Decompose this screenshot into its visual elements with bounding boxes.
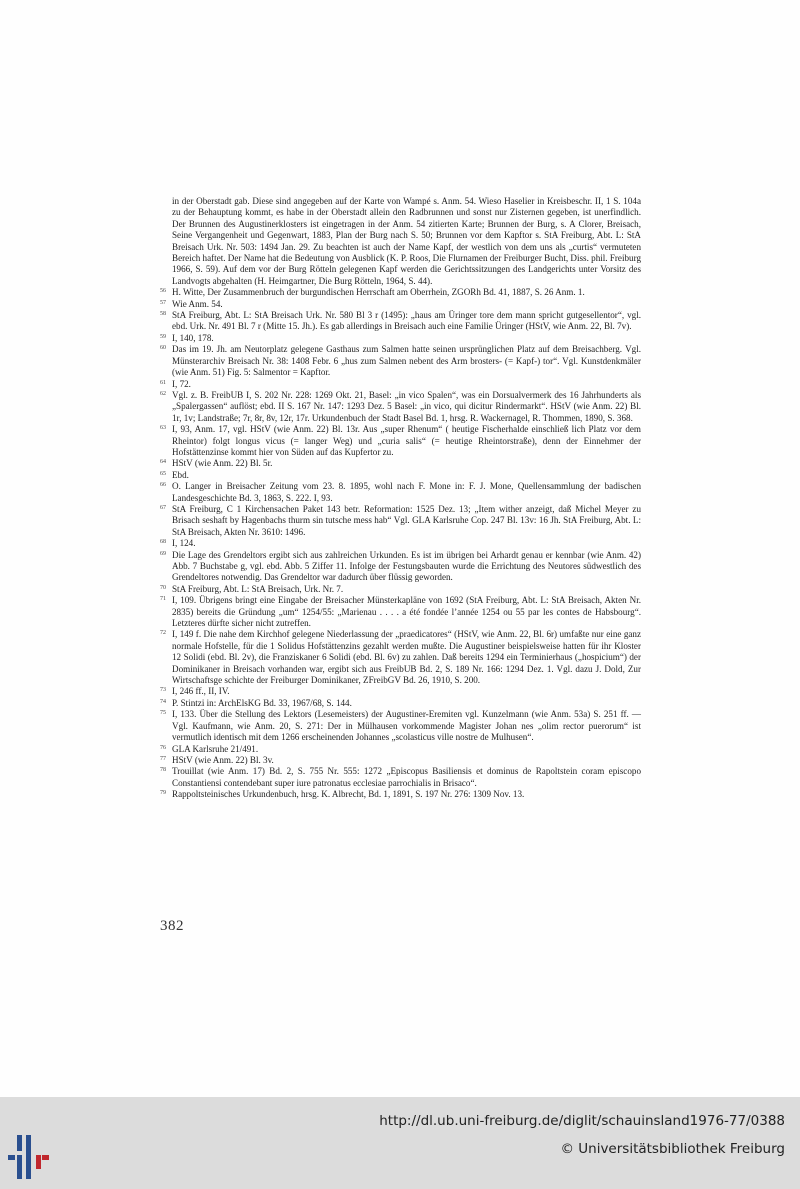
footnote [160, 298, 641, 310]
footnote [160, 481, 641, 504]
footnote-text: Trouillat (wie Anm. 17) Bd. 2, S. 755 Nr. 555: 1272 „Episcopus Basiliensis et dominus de Rapoltstein coram episcopo Constantiensi contendebant super iure patronatus ecclesiae parrochialis in Brisaco“. [172, 766, 641, 788]
footnote-text: I, 246 ff., II, IV. [172, 686, 230, 697]
footnote-number: 72 [160, 630, 166, 637]
footnote [160, 424, 641, 458]
footnote-number: 74 [160, 698, 166, 705]
footnote-text: I, 140, 178. [172, 332, 214, 343]
footnote-text: I, 124. [172, 538, 196, 549]
footnote [160, 743, 641, 755]
footnote-text: I, 72. [172, 378, 191, 389]
footnotes-block [160, 196, 641, 801]
footnote-number: 68 [160, 539, 166, 546]
footnote [160, 538, 641, 549]
footnote-number: 73 [160, 687, 166, 694]
footnote-text: O. Langer in Breisacher Zeitung vom 23. 8. 1895, wohl nach F. Mone in: F. J. Mone, Quellensammlung der badischen Landesgeschichte Bd. 3, 1863, S. 222. I, 93. [172, 481, 641, 503]
footnote-number: 58 [160, 311, 166, 318]
footnote-text: Ebd. [172, 469, 189, 480]
footnote-text: Die Lage des Grendeltors ergibt sich aus zahlreichen Urkunden. Es ist im übrigen bei Arhardt genau er kennbar (wie Anm. 42) Abb. 7 Buchstabe g, vgl. ebd. Abb. 5 Ziffer 11. Infolge der Festungsbauten wurde die Errichtung des Neutores südwestlich des Grendeltores notwendig. Das Grendeltor war dadurch über flüssig geworden. [172, 549, 641, 583]
footnote-number: 69 [160, 550, 166, 557]
footnote-text: StA Freiburg, Abt. L: StA Breisach Urk. Nr. 580 Bl 3 r (1495): „haus am Üringer tore dem mann spricht gutgesellentor“, vgl. ebd. Urk. Nr. 491 Bl. 7 r (Mitte 15. Jh.). Es gab allerdings in Breisach auch eine Familie Üringer (HStV, wie Anm. 22, Bl. 7v). [172, 310, 641, 332]
footnote-number: 56 [160, 288, 166, 295]
footnote [160, 287, 641, 298]
footnote [160, 697, 641, 709]
footnote [160, 754, 641, 766]
footnote-number: 65 [160, 470, 166, 477]
footnote-text: HStV (wie Anm. 22) Bl. 3v. [172, 754, 274, 765]
footnote-text: Vgl. z. B. FreibUB I, S. 202 Nr. 228: 1269 Okt. 21, Basel: „in vico Spalen“, was ein Dorsualvermerk des 16 Jahrhunderts als „Spalergassen“ auflöst; ebd. II S. 167 Nr. 147: 1293 Dez. 5 Basel: „in vico, qui dicitur Rindermarkt“. HStV (wie Anm. 22) Bl. 1r, 1v; Landstraße; 7r, 8r, 8v, 12r, 17r. Urkundenbuch der Stadt Basel Bd. 1, hrsg. R. Wackernagel, R. Thommen, 1890, S. 368. [172, 389, 641, 423]
footnote-text: GLA Karlsruhe 21/491. [172, 743, 259, 754]
footnote-number: 57 [160, 299, 166, 306]
footnote-number: 64 [160, 459, 166, 466]
footnote [160, 686, 641, 697]
footnote [160, 378, 641, 390]
footnote-text: I, 149 f. Die nahe dem Kirchhof gelegene Niederlassung der „praedicatores“ (HStV, wie Anm. 22, Bl. 6r) umfaßte nur eine ganz normale Hofstelle, für die 1 Solidus Hofstättenzins gezahlt werden mußte. Die Augustiner beispielsweise hatten für ihr Kloster 12 Solidi (ebd. Bl. 2v), die Franziskaner 6 Solidi (ebd. Bl. 6v) zu zahlen. Daß bereits 1294 ein Terminierhaus („hospicium“) der Dominikaner in Breisach vorhanden war, ergibt sich aus FreibUB Bd. 2, S. 189 Nr. 166: 1294 Dez. 1. Vgl. dazu J. Dold, Zur Wirtschaftsge schichte der Freiburger Dominikaner, ZFreibGV Bd. 26, 1910, S. 200. [172, 629, 641, 686]
footnote-text: StA Freiburg, C 1 Kirchensachen Paket 143 betr. Reformation: 1525 Dez. 13; „Item wither anzeigt, daß Michel Meyer zu Brisach seshaft by Hagenbachs thurm sin tutsche mess hab“ Vgl. GLA Karlsruhe Cop. 247 Bl. 13v: 16 Jh. StA Freiburg, Abt. L: StA Breisach, Akten Nr. 3610: 1496. [172, 503, 641, 537]
footnote [160, 310, 641, 333]
footnote [160, 469, 641, 481]
page-number: 382 [160, 918, 184, 934]
footnote-number: 77 [160, 755, 166, 762]
footnote-text: I, 133. Über die Stellung des Lektors (Lesemeisters) der Augustiner-Eremiten vgl. Kunzelmann (wie Anm. 53a) S. 251 ff. — Vgl. Kaufmann, wie Anm. 20, S. 271: Der in Mülhausen vorkommende Magister Johan nes „olim rector puerorum“ ist vermutlich identisch mit dem 1266 erscheinenden Johannes „scolasticus ville nostre de Mulhusen“. [172, 709, 641, 743]
source-url-link[interactable]: http://dl.ub.uni-freiburg.de/diglit/schauinsland1976-77/0388 [379, 1113, 785, 1129]
footnote-text: P. Stintzi in: ArchElsKG Bd. 33, 1967/68, S. 144. [172, 697, 352, 708]
continued-footnote: in der Oberstadt gab. Diese sind angegeben auf der Karte von Wampé s. Anm. 54. Wieso Haselier in Kreisbeschr. II, 1 S. 104a zu der Behauptung kommt, es habe in der Oberstadt allein den Radbrunnen und sonst nur Zisternen gegeben, ist unerfindlich. Der Brunnen des Augustinerklosters ist eingetragen in der Anm. 54 zitierten Karte; Brunnen der Burg, s. A Clorer, Breisach, Seine Vergangenheit und Gegenwart, 1883, Plan der Burg nach S. 50; Brunnen vor dem Kapftor s. StA Freiburg, Abt. L: StA Breisach Urk. Nr. 503: 1494 Jan. 29. Zu beachten ist auch der Name Kapf, der westlich von dem uns als „curtis“ vermuteten Bereich haftet. Der Name hat die Bedeutung von Ausblick (K. P. Roos, Die Flurnamen der Freiburger Bucht, Diss. phil. Freiburg 1966, S. 59). Auf dem vor der Burg Rötteln gelegenen Kapf werden die Gerichtssitzungen des Landgerichts unter Vorsitz des Landvogts abgehalten (H. Heimgartner, Die Burg Rötteln, 1964, S. 44). [172, 196, 641, 286]
footnote [160, 458, 641, 469]
footnote-number: 70 [160, 584, 166, 591]
footnote-number: 78 [160, 767, 166, 774]
footnote-number: 59 [160, 333, 166, 340]
footnote-number: 75 [160, 710, 166, 717]
footnote-number: 60 [160, 345, 166, 352]
copyright-text: © Universitätsbibliothek Freiburg [560, 1141, 785, 1157]
footnote-list [160, 287, 641, 800]
footnote-number: 79 [160, 790, 166, 797]
footnote-text: I, 93, Anm. 17, vgl. HStV (wie Anm. 22) Bl. 13r. Aus „super Rhenum“ ( heutige Fischerhalde einschließ lich Platz vor dem Rheintor) folgt longus vicus (= langer Weg) und „curia salis“ (= heutige Rheintorstraße), denn der Einnehmer der Hofstättenzinse kommt hier von Süden auf das Kupfertor zu. [172, 424, 641, 457]
footnote [160, 549, 641, 584]
footnote [160, 629, 641, 686]
footnote-number: 76 [160, 744, 166, 751]
footnote [160, 389, 641, 424]
footnote [160, 344, 641, 378]
footnote-text: HStV (wie Anm. 22) Bl. 5r. [172, 458, 273, 469]
footnote-text: I, 109. Übrigens bringt eine Eingabe der Breisacher Münsterkapläne von 1692 (StA Freiburg, Abt. L: StA Breisach, Akten Nr. 2835) bereits die Gründung „um“ 1254/55: „Marienau . . . . a été fondée l’année 1254 ou 55 par les contes de Habsbourg“. Letzteres dürfte sicher nicht zutreffen. [172, 595, 641, 629]
footer-bar [0, 1097, 800, 1189]
footnote-number: 71 [160, 596, 166, 603]
footnote-number: 66 [160, 482, 166, 489]
footnote-text: Das im 19. Jh. am Neutorplatz gelegene Gasthaus zum Salmen hatte seinen ursprünglichen Platz auf dem Breisachberg. Vgl. Münsterarchiv Breisach Nr. 38: 1408 Febr. 6 „hus zum Salmen nebent des Arm brosters- (= Kapf-) tor“. Vgl. Kunstdenkmäler (wie Anm. 51) Fig. 5: Salmentor = Kapftor. [172, 344, 641, 378]
footnote-text: Rappoltsteinisches Urkundenbuch, hrsg. K. Albrecht, Bd. 1, 1891, S. 197 Nr. 276: 1309 Nov. 13. [172, 789, 525, 800]
footnote [160, 789, 641, 800]
footnote [160, 709, 641, 743]
footnote-number: 67 [160, 504, 166, 511]
footnote-number: 63 [160, 425, 166, 432]
footnote [160, 503, 641, 538]
footnote [160, 583, 641, 595]
footnote-text: H. Witte, Der Zusammenbruch der burgundischen Herrschaft am Oberrhein, ZGORh Bd. 41, 1887, S. 26 Anm. 1. [172, 287, 585, 298]
footnote [160, 766, 641, 789]
footnote-text: Wie Anm. 54. [172, 298, 223, 309]
ub-freiburg-logo-icon [8, 1133, 50, 1181]
footnote [160, 595, 641, 629]
footnote-text: StA Freiburg, Abt. L: StA Breisach, Urk. Nr. 7. [172, 583, 344, 594]
footnote-number: 61 [160, 379, 166, 386]
footnote [160, 332, 641, 344]
footnote-number: 62 [160, 390, 166, 397]
